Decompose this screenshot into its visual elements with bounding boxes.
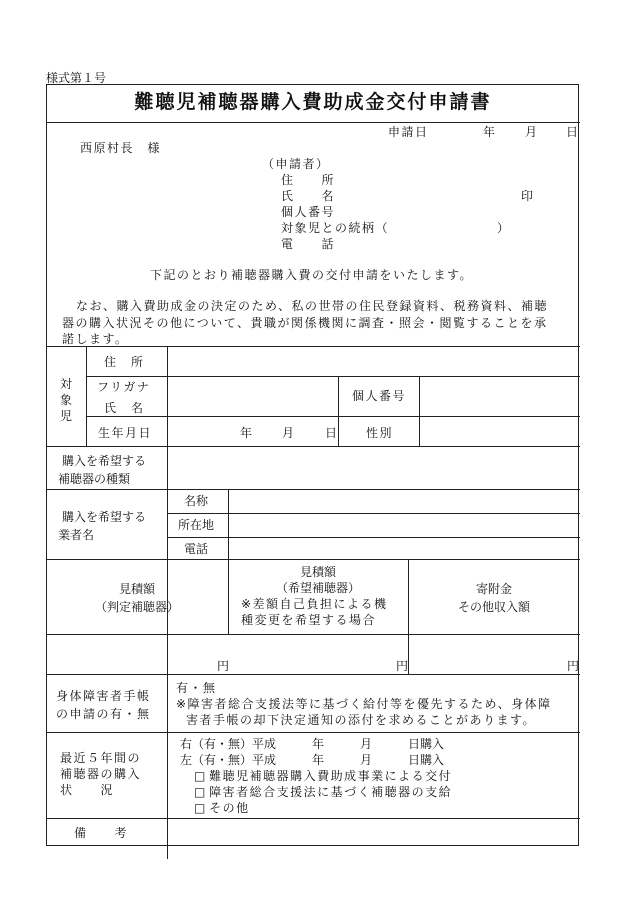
child-label-2: 象 <box>60 393 73 407</box>
estimate-col3-line2: その他収入額 <box>457 600 530 614</box>
child-address-label: 住 所 <box>104 355 145 369</box>
col-divider <box>86 346 87 447</box>
date-month-label: 月 <box>525 125 538 139</box>
checkbox-icon: □ <box>194 785 206 799</box>
row-divider <box>46 559 580 560</box>
seal-label: 印 <box>521 189 534 203</box>
estimate-col2-line1: 見積額 <box>299 565 336 579</box>
row-divider <box>46 732 580 733</box>
applicant-heading: （申請者） <box>262 157 330 171</box>
child-label-3: 児 <box>60 409 73 423</box>
history-left-ear: 左（有・無）平成 年 月 日購入 <box>180 753 445 767</box>
disability-cert-options: 有・無 <box>176 681 217 695</box>
history-label-2: 補聴器の購入 <box>60 767 142 781</box>
form-number-label: 様式第１号 <box>46 71 107 85</box>
estimate-col3-line1: 寄附金 <box>475 582 512 596</box>
birth-year-label: 年 <box>240 426 253 440</box>
request-statement: 下記のとおり補聴器購入費の交付申請をいたします。 <box>150 268 474 282</box>
estimate-col1-line1: 見積額 <box>118 582 155 596</box>
birth-month-label: 月 <box>282 426 295 440</box>
relationship-label: 対象児との続柄（ ） <box>281 221 511 235</box>
history-right-ear: 右（有・無）平成 年 月 日購入 <box>180 737 445 751</box>
checkbox-other-label: その他 <box>209 801 250 815</box>
sex-label: 性別 <box>366 426 394 440</box>
applicant-personal-number-label: 個人番号 <box>281 205 336 219</box>
child-name-label: 氏 名 <box>104 401 145 415</box>
applicant-phone-label: 電 話 <box>281 237 336 251</box>
row-divider <box>46 674 580 675</box>
estimate-col1-line2: （判定補聴器） <box>94 600 179 614</box>
yen-label-1: 円 <box>217 659 230 673</box>
consent-line-2: 器の購入状況その他について、貴職が関係機関に調査・照会・閲覧することを承 <box>62 316 548 330</box>
checkbox-subsidy-label: 難聴児補聴器購入費助成事業による交付 <box>209 769 453 783</box>
col-divider <box>228 489 229 634</box>
consent-line-3: 諾します。 <box>62 332 129 346</box>
vendor-phone-label: 電話 <box>184 542 209 556</box>
row-divider <box>167 537 580 538</box>
history-label-3: 状 況 <box>60 783 115 797</box>
date-year-label: 年 <box>483 125 496 139</box>
device-type-label-2: 補聴器の種類 <box>58 472 131 486</box>
yen-label-3: 円 <box>567 659 580 673</box>
checkbox-subsidy[interactable] <box>194 770 452 782</box>
disability-cert-note-2: 害者手帳の却下決定通知の添付を求めることがあります。 <box>186 713 537 727</box>
furigana-label: フリガナ <box>97 380 151 394</box>
row-divider <box>86 376 580 377</box>
applicant-address-label: 住 所 <box>281 173 336 187</box>
vendor-location-label: 所在地 <box>178 518 215 532</box>
estimate-col2-line4: 種変更を希望する場合 <box>241 613 377 627</box>
yen-label-2: 円 <box>396 659 409 673</box>
row-divider <box>46 634 580 635</box>
date-day-label: 日 <box>566 125 579 139</box>
col-divider <box>338 376 339 446</box>
checkbox-icon: □ <box>194 769 206 783</box>
disability-cert-note-1: ※障害者総合支援法等に基づく給付等を優先するため、身体障 <box>176 697 552 711</box>
checkbox-other[interactable] <box>194 802 250 814</box>
vendor-label-2: 業者名 <box>58 528 95 542</box>
checkbox-icon: □ <box>194 801 206 815</box>
estimate-col2-line2: （希望補聴器） <box>275 581 360 595</box>
addressee: 西原村長 様 <box>80 141 162 155</box>
col-divider <box>419 376 420 446</box>
remarks-label: 備 考 <box>74 826 129 840</box>
title-divider <box>46 122 580 123</box>
disability-cert-label-1: 身体障害者手帳 <box>56 689 151 703</box>
row-divider <box>46 489 580 490</box>
form-title: 難聴児補聴器購入費助成金交付申請書 <box>134 91 492 113</box>
row-divider <box>46 346 580 347</box>
row-divider <box>46 446 580 447</box>
consent-line-1: なお、購入費助成金の決定のため、私の世帯の住民登録資料、税務資料、補聴 <box>76 299 549 313</box>
checkbox-support-act-label: 障害者総合支援法に基づく補聴器の支給 <box>209 785 453 799</box>
device-type-label-1: 購入を希望する <box>62 454 147 468</box>
disability-cert-label-2: の申請の有・無 <box>56 707 151 721</box>
checkbox-support-act[interactable] <box>194 786 452 798</box>
col-divider <box>408 559 409 674</box>
vendor-label-1: 購入を希望する <box>62 510 147 524</box>
row-divider <box>46 818 580 819</box>
row-divider <box>167 513 580 514</box>
child-label-1: 対 <box>60 377 73 391</box>
estimate-col2-line3: ※差額自己負担による機 <box>241 597 388 611</box>
child-personal-number-label: 個人番号 <box>352 389 407 403</box>
birth-day-label: 日 <box>325 426 338 440</box>
history-label-1: 最近５年間の <box>60 751 142 765</box>
row-divider <box>86 416 580 417</box>
applicant-name-label: 氏 名 <box>281 189 336 203</box>
vendor-name-label: 名称 <box>184 494 209 508</box>
birthdate-label: 生年月日 <box>98 426 153 440</box>
application-date-label: 申請日 <box>388 125 429 139</box>
